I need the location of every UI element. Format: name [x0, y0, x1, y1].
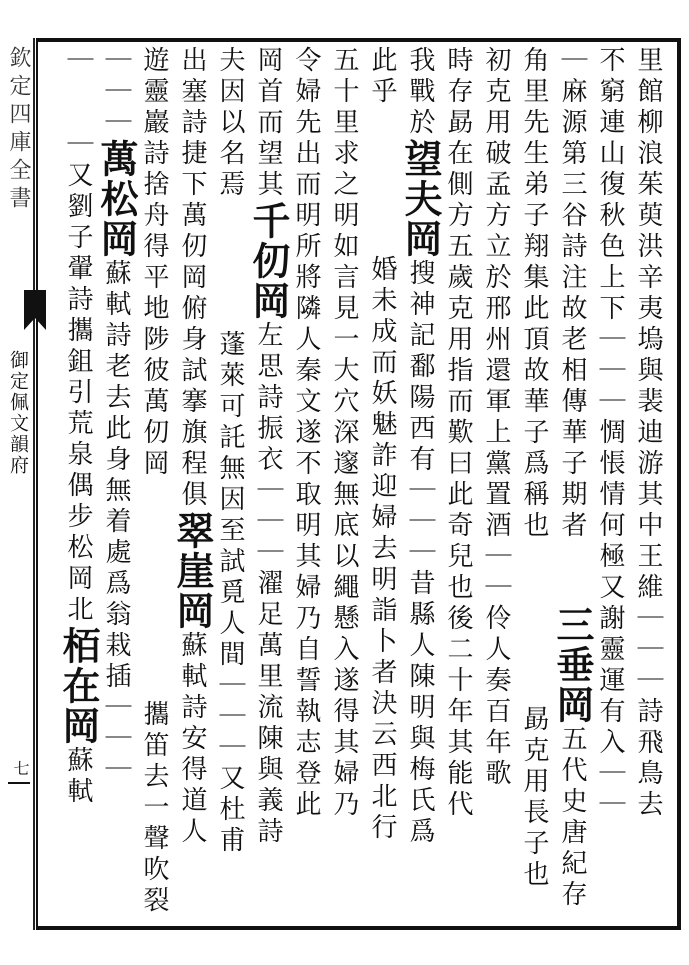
page-edge-title: 欽定四庫全書 [6, 46, 31, 214]
text-column-15 [94, 46, 139, 922]
column-text: ｜又劉子翬詩攜鉏引荒泉偶步松岡北 [63, 130, 93, 626]
column-text: 婚未成而妖魅詐迎婦去明詣卜者決云西北行 [367, 255, 397, 844]
column-text: 初克用破孟方立於邢州還軍上黨置酒｜｜伶人奏百年歌 [481, 46, 511, 790]
column-text: 蓬萊可託無因至試覓人間｜｜｜又杜甫 [215, 330, 245, 857]
column-text: 時存勗在側方五歲克用指而歎曰此奇兒也後二十年其能代 [443, 46, 473, 821]
column-text: 令婦先出而明所將隣人秦文遂不取明其婦乃自誓執志登此 [291, 46, 321, 821]
text-column-7 [398, 46, 443, 922]
entry-heading: 千仞岡 [246, 201, 291, 321]
column-text: 岡首而望其 [253, 46, 283, 201]
text-column-6 [438, 46, 478, 922]
entry-heading: 萬松岡 [94, 139, 139, 259]
text-column-16b [56, 130, 101, 925]
text-column-10 [286, 46, 326, 922]
column-text: 攜笛去一聲吹裂 [139, 700, 169, 917]
text-column-3b [550, 605, 595, 925]
right-border-rule [677, 38, 681, 930]
entry-heading: 翠崖岡 [170, 511, 215, 631]
text-column-14b [134, 700, 174, 925]
bottom-border-rule [36, 926, 681, 930]
text-column-1 [628, 46, 668, 922]
text-column-5 [476, 46, 516, 922]
left-border-rule [36, 38, 38, 930]
entry-heading: 栢在岡 [56, 626, 101, 746]
text-column-4b [514, 705, 554, 925]
book-title: 御定佩文韻府 [7, 350, 29, 476]
fishtail-ornament-icon [24, 290, 46, 330]
gutter-line [33, 38, 35, 930]
column-text: 不窮連山復秋色上下｜｜｜惆悵情何極又謝靈運有入｜｜ [595, 46, 625, 821]
column-text: 遊靈巖詩捨舟得平地陟彼萬仞岡 [139, 46, 169, 480]
folio-number: 七 [11, 760, 30, 776]
column-text: 五代史唐紀存 [557, 725, 587, 911]
column-text: 里館柳浪茱萸洪辛夷塢與裴迪游其中王維｜｜｜詩飛鳥去 [633, 46, 663, 821]
entry-heading: 三垂岡 [550, 605, 595, 725]
text-column-9 [324, 46, 364, 922]
column-text: 此乎 [367, 46, 397, 108]
column-text: ｜ [63, 46, 93, 77]
column-text: 我戰於 [405, 46, 435, 139]
column-text: 蘇軾詩老去此身無着處爲翁栽插｜｜｜ [101, 259, 131, 786]
column-text: 夫因以名焉 [215, 46, 245, 201]
text-column-8b [362, 255, 402, 925]
entry-heading: 望夫岡 [398, 139, 443, 259]
text-column-2 [590, 46, 630, 922]
column-text: 勗克用長子也 [519, 705, 549, 891]
column-text: ｜｜｜ [101, 46, 131, 139]
top-border-rule [36, 38, 681, 42]
column-text: 出塞詩捷下萬仞岡俯身試搴旗程俱 [177, 46, 207, 511]
folio-rule [8, 782, 30, 784]
text-column-12b [210, 330, 250, 925]
column-text: ｜麻源第三谷詩注故老相傳華子期者 [557, 46, 587, 542]
column-text: 蘇軾詩安得道人 [177, 631, 207, 848]
column-text: 五十里求之明如言見一大穴深邃無底以繩懸入遂得其婦乃 [329, 46, 359, 821]
text-column-13 [170, 46, 215, 922]
column-text: 角里先生弟子翔集此頂故華子爲稱也 [519, 46, 549, 542]
column-text: 搜神記鄱陽西有｜｜｜昔縣人陳明與梅氏爲 [405, 259, 435, 848]
column-text: 左思詩振衣｜｜｜濯足萬里流陳與義詩 [253, 321, 283, 848]
text-column-11 [246, 46, 291, 922]
column-text: 蘇軾 [63, 746, 93, 808]
